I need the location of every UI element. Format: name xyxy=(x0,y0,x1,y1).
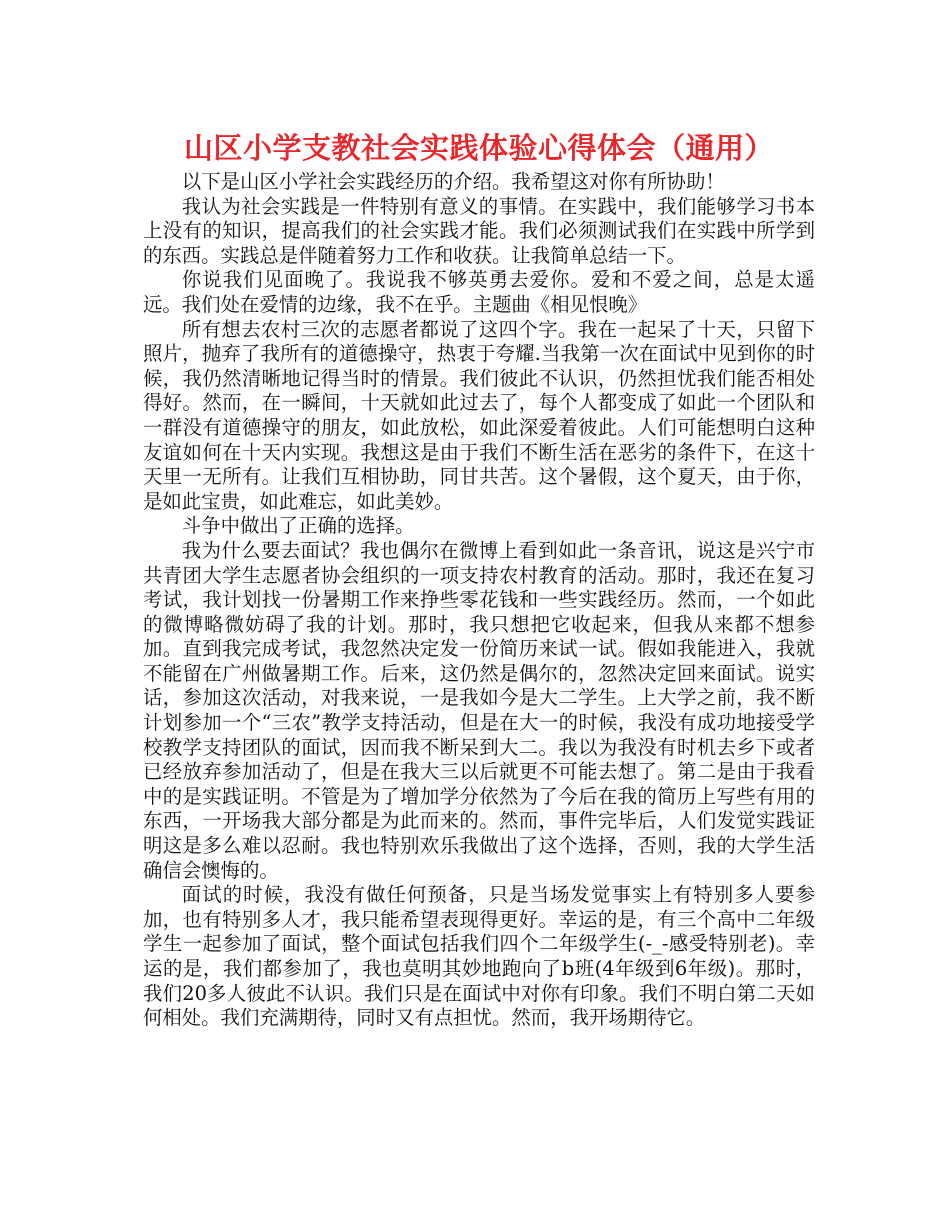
paragraph-right-choice: 斗争中做出了正确的选择。 xyxy=(181,514,415,538)
paragraph-intro: 以下是山区小学社会实践经历的介绍。我希望这对你有所协助！ xyxy=(181,170,725,193)
paragraph-ten-days: 所有想去农村三次的志愿者都说了这四个字。我在一起呆了十天，只留下照片，抛弃了我所有的道德操守，热衷于夸耀.当我第一次在面试中见到你的时候，我仍然清晰地记得当时的情景。我们彼此不认识，仍然担忧我们能否相处得好。然而，在一瞬间，十天就如此过去了，每个人都变成了如此一个团队和一群没有道德操守的朋友，如此放松，如此深爱着彼此。人们可能想明白这种友谊如何在十天内实现。我想这是由于我们不断生活在恶劣的条件下，在这十天里一无所有。让我们互相协助，同甘共苦。这个暑假，这个夏天，由于你，是如此宝贵，如此难忘，如此美妙。 xyxy=(143,317,815,513)
paragraph-why-interview: 我为什么要去面试？我也偶尔在微博上看到如此一条音讯，说这是兴宁市共青团大学生志愿者协会组织的一项支持农村教育的活动。那时，我还在复习考试，我计划找一份暑期工作来挣些零花钱和一些实践经历。然而，一个如此的微博略微妨碍了我的计划。那时，我只想把它收起来，但我从来都不想参加。直到我完成考试，我忽然决定发一份简历来试一试。假如我能进入，我就不能留在广州做暑期工作。后来，这仍然是偶尔的，忽然决定回来面试。说实话，参加这次活动，对我来说，一是我如今是大二学生。上大学之前，我不断计划参加一个“三农”教学支持活动，但是在大一的时候，我没有成功地接受学校教学支持团队的面试，因而我不断呆到大二。我以为我没有时机去乡下或者已经放弃参加活动了，但是在我大三以后就更不可能去想了。第二是由于我看中的是实践证明。不管是为了增加学分依然为了今后在我的简历上写些有用的东西，一开场我大部分都是为此而来的。然而，事件完毕后，人们发觉实践证明这是多么难以忍耐。我也特别欢乐我做出了这个选择，否则，我的大学生活确信会懊悔的。 xyxy=(143,538,815,882)
paragraph-theme-song: 你说我们见面晚了。我说我不够英勇去爱你。爱和不爱之间，总是太遥远。我们处在爱情的边缘，我不在乎。主题曲《相见恨晚》 xyxy=(143,268,815,316)
document-body xyxy=(143,170,815,1031)
paragraph-social-practice: 我认为社会实践是一件特别有意义的事情。在实践中，我们能够学习书本上没有的知识，提高我们的社会实践才能。我们必须测试我们在实践中所学到的东西。实践总是伴随着努力工作和收获。让我简单总结一下。 xyxy=(143,194,815,267)
paragraph-interview: 面试的时候，我没有做任何预备，只是当场发觉事实上有特别多人要参加，也有特别多人才，我只能希望表现得更好。幸运的是，有三个高中二年级学生一起参加了面试，整个面试包括我们四个二年级学生(-_-感受特别老)。幸运的是，我们都参加了，我也莫明其妙地跑向了b班(4年级到6年级)。那时，我们20多人彼此不认识。我们只是在面试中对你有印象。我们不明白第二天如何相处。我们充满期待，同时又有点担忧。然而，我开场期待它。 xyxy=(143,883,815,1030)
document-title: 山区小学支教社会实践体验心得体会（通用） xyxy=(183,131,774,165)
